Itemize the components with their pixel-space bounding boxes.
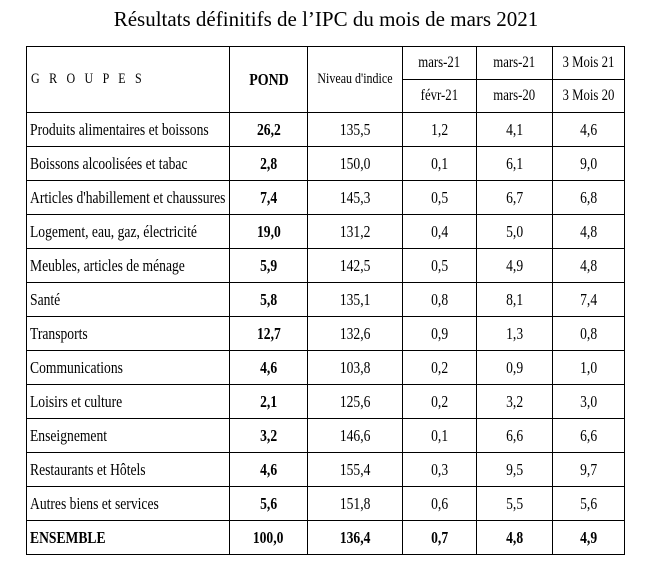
cell-var-mois: 0,5 xyxy=(403,181,477,215)
cell-var-trimestre: 0,8 xyxy=(553,317,625,351)
header-col1-top: mars-21 xyxy=(403,47,477,80)
cell-groupe: Loisirs et culture xyxy=(27,385,230,419)
header-niveau: Niveau d'indice xyxy=(308,47,403,113)
cell-var-trimestre: 3,0 xyxy=(553,385,625,419)
header-pond: POND xyxy=(237,47,301,113)
cell-var-annuelle: 5,5 xyxy=(477,487,553,521)
cell-pond: 4,6 xyxy=(230,351,308,385)
cell-var-mois: 0,7 xyxy=(403,521,477,555)
cell-pond: 5,6 xyxy=(230,487,308,521)
cell-pond: 100,0 xyxy=(230,521,308,555)
cell-var-annuelle: 9,5 xyxy=(477,453,553,487)
table-row xyxy=(27,385,625,419)
cell-var-annuelle: 3,2 xyxy=(477,385,553,419)
cell-var-annuelle: 5,0 xyxy=(477,215,553,249)
cell-var-mois: 0,9 xyxy=(403,317,477,351)
cell-var-trimestre: 7,4 xyxy=(553,283,625,317)
cell-groupe: Boissons alcoolisées et tabac xyxy=(27,147,230,181)
cell-var-trimestre: 5,6 xyxy=(553,487,625,521)
cell-niveau: 132,6 xyxy=(308,317,403,351)
cell-groupe: Communications xyxy=(27,351,230,385)
table-row xyxy=(27,317,625,351)
cell-var-mois: 0,3 xyxy=(403,453,477,487)
cell-var-annuelle: 0,9 xyxy=(477,351,553,385)
page-title: Résultats définitifs de l’IPC du mois de mars 2021 xyxy=(113,7,539,31)
cell-pond: 5,9 xyxy=(230,249,308,283)
header-groupes: G R O U P E S xyxy=(27,47,230,113)
cell-var-mois: 0,1 xyxy=(403,147,477,181)
cell-niveau: 131,2 xyxy=(308,215,403,249)
cell-pond: 7,4 xyxy=(230,181,308,215)
cell-pond: 2,1 xyxy=(230,385,308,419)
cell-pond: 5,8 xyxy=(230,283,308,317)
cell-niveau: 155,4 xyxy=(308,453,403,487)
table-row xyxy=(27,351,625,385)
cell-var-annuelle: 6,6 xyxy=(477,419,553,453)
header-col1-bottom: févr-21 xyxy=(403,80,477,113)
cell-var-trimestre: 4,8 xyxy=(553,215,625,249)
cell-var-trimestre: 4,6 xyxy=(553,113,625,147)
cell-pond: 26,2 xyxy=(230,113,308,147)
table-row xyxy=(27,419,625,453)
table-row xyxy=(27,147,625,181)
table-row xyxy=(27,181,625,215)
cell-groupe: Produits alimentaires et boissons xyxy=(27,113,230,147)
cell-niveau: 125,6 xyxy=(308,385,403,419)
cell-var-mois: 0,8 xyxy=(403,283,477,317)
table-total-row xyxy=(27,521,625,555)
cell-niveau: 142,5 xyxy=(308,249,403,283)
table-row xyxy=(27,283,625,317)
cell-var-trimestre: 4,8 xyxy=(553,249,625,283)
cell-groupe: Restaurants et Hôtels xyxy=(27,453,230,487)
table-row xyxy=(27,453,625,487)
header-col3-top: 3 Mois 21 xyxy=(553,47,625,80)
cell-var-mois: 1,2 xyxy=(403,113,477,147)
cell-var-mois: 0,1 xyxy=(403,419,477,453)
cell-var-trimestre: 4,9 xyxy=(553,521,625,555)
cell-groupe: Articles d'habillement et chaussures xyxy=(27,181,230,215)
cell-niveau: 136,4 xyxy=(308,521,403,555)
table-row xyxy=(27,215,625,249)
cell-var-annuelle: 4,1 xyxy=(477,113,553,147)
table-row xyxy=(27,487,625,521)
cell-niveau: 135,5 xyxy=(308,113,403,147)
cell-var-annuelle: 4,8 xyxy=(477,521,553,555)
cell-var-mois: 0,5 xyxy=(403,249,477,283)
header-col3-bottom: 3 Mois 20 xyxy=(553,80,625,113)
cell-groupe: Meubles, articles de ménage xyxy=(27,249,230,283)
cell-niveau: 145,3 xyxy=(308,181,403,215)
cell-pond: 19,0 xyxy=(230,215,308,249)
header-col2-top: mars-21 xyxy=(477,47,553,80)
cell-var-mois: 0,2 xyxy=(403,385,477,419)
cell-niveau: 150,0 xyxy=(308,147,403,181)
table-row xyxy=(27,113,625,147)
cell-groupe: Logement, eau, gaz, électricité xyxy=(27,215,230,249)
cell-var-trimestre: 9,0 xyxy=(553,147,625,181)
cell-var-annuelle: 8,1 xyxy=(477,283,553,317)
cell-groupe: Enseignement xyxy=(27,419,230,453)
cell-pond: 4,6 xyxy=(230,453,308,487)
cell-var-trimestre: 6,8 xyxy=(553,181,625,215)
cell-var-annuelle: 4,9 xyxy=(477,249,553,283)
header-col2-bottom: mars-20 xyxy=(477,80,553,113)
cell-groupe: ENSEMBLE xyxy=(27,521,230,555)
cell-niveau: 146,6 xyxy=(308,419,403,453)
header-row xyxy=(27,47,625,80)
cell-groupe: Transports xyxy=(27,317,230,351)
cell-var-annuelle: 6,7 xyxy=(477,181,553,215)
cell-pond: 2,8 xyxy=(230,147,308,181)
cell-niveau: 103,8 xyxy=(308,351,403,385)
table-row xyxy=(27,249,625,283)
cell-var-trimestre: 9,7 xyxy=(553,453,625,487)
cell-var-mois: 0,2 xyxy=(403,351,477,385)
cell-pond: 12,7 xyxy=(230,317,308,351)
cell-var-annuelle: 1,3 xyxy=(477,317,553,351)
cell-var-trimestre: 1,0 xyxy=(553,351,625,385)
cell-pond: 3,2 xyxy=(230,419,308,453)
cell-groupe: Autres biens et services xyxy=(27,487,230,521)
cell-groupe: Santé xyxy=(27,283,230,317)
cell-niveau: 135,1 xyxy=(308,283,403,317)
cell-var-mois: 0,4 xyxy=(403,215,477,249)
cell-niveau: 151,8 xyxy=(308,487,403,521)
cell-var-trimestre: 6,6 xyxy=(553,419,625,453)
cell-var-mois: 0,6 xyxy=(403,487,477,521)
ipc-results-table xyxy=(26,46,625,555)
cell-var-annuelle: 6,1 xyxy=(477,147,553,181)
